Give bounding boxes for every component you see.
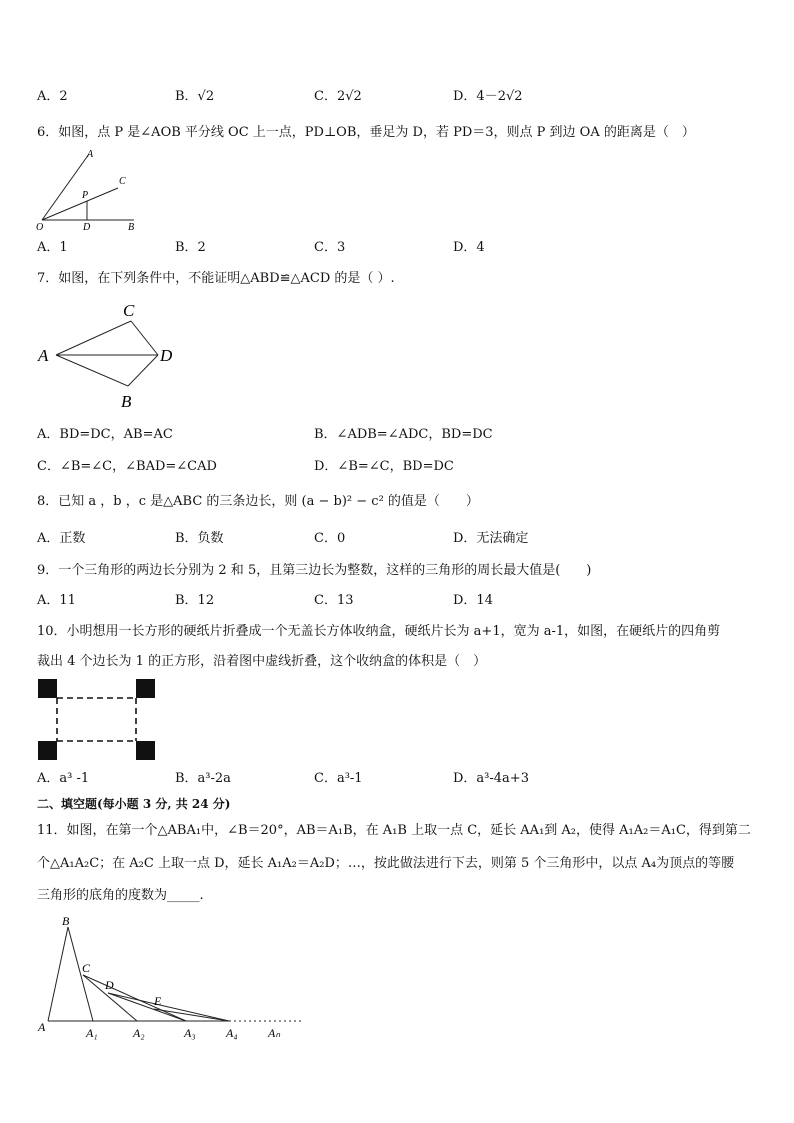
q6-figure	[34, 146, 144, 234]
q7-label-a: A	[38, 346, 49, 365]
q7-option-c: C．∠B=∠C，∠BAD=∠CAD	[37, 459, 217, 474]
q9-option-c: C．13	[314, 593, 354, 608]
q11-segment-da4	[108, 993, 229, 1021]
q9-option-b: B．12	[175, 593, 215, 608]
q8-stem: 8．已知 a ，b ，c 是△ABC 的三条边长，则 (a − b)² − c² 的值是（ ）	[37, 494, 479, 509]
q7-label-d: D	[160, 346, 173, 365]
q6-label-o: O	[36, 222, 44, 233]
q9-option-d: D．14	[453, 593, 493, 608]
q10-stem-line2: 裁出 4 个边长为 1 的正方形，沿着图中虚线折叠，这个收纳盒的体积是（ ）	[37, 654, 487, 669]
q11-label-e: E	[154, 994, 162, 1008]
q11-segment-da3	[108, 993, 186, 1021]
q11-label-a4: A₄	[226, 1026, 238, 1040]
q11-segment-ea4	[154, 1009, 229, 1021]
q11-segment-ab	[48, 927, 68, 1021]
q11-label-a2: A₂	[133, 1026, 145, 1040]
q11-label-c: C	[82, 961, 91, 975]
q6-option-c: C．3	[314, 240, 346, 255]
q11-label-d: D	[105, 978, 114, 992]
q8-option-b: B．负数	[175, 531, 224, 546]
q11-label-a3: A₃	[184, 1026, 196, 1040]
q7-option-a: A．BD=DC，AB=AC	[37, 427, 173, 442]
q10-corner-square-br	[136, 741, 155, 760]
q10-corner-square-tr	[136, 679, 155, 698]
q8-option-a: A．正数	[37, 531, 86, 546]
q6-stem: 6．如图，点 P 是∠AOB 平分线 OC 上一点，PD⊥OB，垂足为 D，若 PD＝3，则点 P 到边 OA 的距离是（ ）	[37, 125, 695, 140]
q7-stem: 7．如图，在下列条件中，不能证明△ABD≌△ACD 的是（ ）.	[37, 271, 395, 286]
q11-label-b: B	[62, 914, 70, 928]
q10-corner-square-bl	[38, 741, 57, 760]
q6-label-c: C	[119, 176, 126, 187]
q5-option-a: A．2	[37, 89, 68, 104]
q11-stem-line1: 11．如图，在第一个△ABA₁中，∠B＝20°，AB＝A₁B，在 A₁B 上取一点 C，延长 AA₁到 A₂，使得 A₁A₂＝A₁C，得到第二	[37, 823, 751, 838]
q7-segment-ac	[56, 321, 131, 355]
q7-segment-bd	[128, 355, 158, 386]
q10-option-a: A．a³ -1	[37, 771, 90, 786]
q7-label-b: B	[121, 392, 132, 411]
section-heading: 二、填空题(每小题 3 分, 共 24 分)	[37, 797, 231, 811]
q8-option-d: D．无法确定	[453, 531, 529, 546]
q5-option-b: B．√2	[175, 89, 215, 104]
q7-figure	[38, 298, 188, 413]
q7-label-c: C	[123, 301, 135, 320]
q9-option-a: A．11	[37, 593, 76, 608]
q7-segment-cd	[131, 321, 158, 355]
q11-figure	[36, 915, 311, 1040]
q8-option-c: C．0	[314, 531, 346, 546]
q11-stem-line3: 三角形的底角的度数为_____.	[37, 888, 204, 903]
q6-label-a: A	[87, 149, 94, 160]
q9-stem: 9．一个三角形的两边长分别为 2 和 5，且第三边长为整数，这样的三角形的周长最大值是( )	[37, 563, 592, 578]
q7-option-b: B．∠ADB=∠ADC，BD=DC	[314, 427, 493, 442]
q11-label-a1: A₁	[86, 1026, 98, 1040]
q11-label-an: Aₙ	[268, 1026, 281, 1040]
q5-option-c: C．2√2	[314, 89, 362, 104]
q6-option-d: D．4	[453, 240, 485, 255]
q6-label-p: P	[82, 190, 89, 201]
q10-stem-line1: 10．小明想用一长方形的硬纸片折叠成一个无盖长方体收纳盒，硬纸片长为 a+1，宽为 a-1，如图，在硬纸片的四角剪	[37, 624, 721, 639]
q7-option-d: D．∠B=∠C，BD=DC	[314, 459, 454, 474]
q6-option-a: A．1	[37, 240, 68, 255]
q10-corner-square-tl	[38, 679, 57, 698]
q6-label-d: D	[83, 222, 91, 233]
q6-label-b: B	[128, 222, 135, 233]
q10-option-d: D．a³-4a+3	[453, 771, 529, 786]
q10-option-c: C．a³-1	[314, 771, 363, 786]
q10-figure	[37, 678, 159, 762]
q11-label-a: A	[38, 1020, 46, 1034]
q7-segment-ab	[56, 355, 128, 386]
q11-segment-ca3	[83, 975, 186, 1021]
q6-option-b: B．2	[175, 240, 206, 255]
q5-option-d: D．4－2√2	[453, 89, 523, 104]
q10-option-b: B．a³-2a	[175, 771, 231, 786]
q11-stem-line2: 个△A₁A₂C；在 A₂C 上取一点 D，延长 A₁A₂＝A₂D；…，按此做法进行下去，则第 5 个三角形中，以点 A₄为顶点的等腰	[37, 856, 735, 871]
